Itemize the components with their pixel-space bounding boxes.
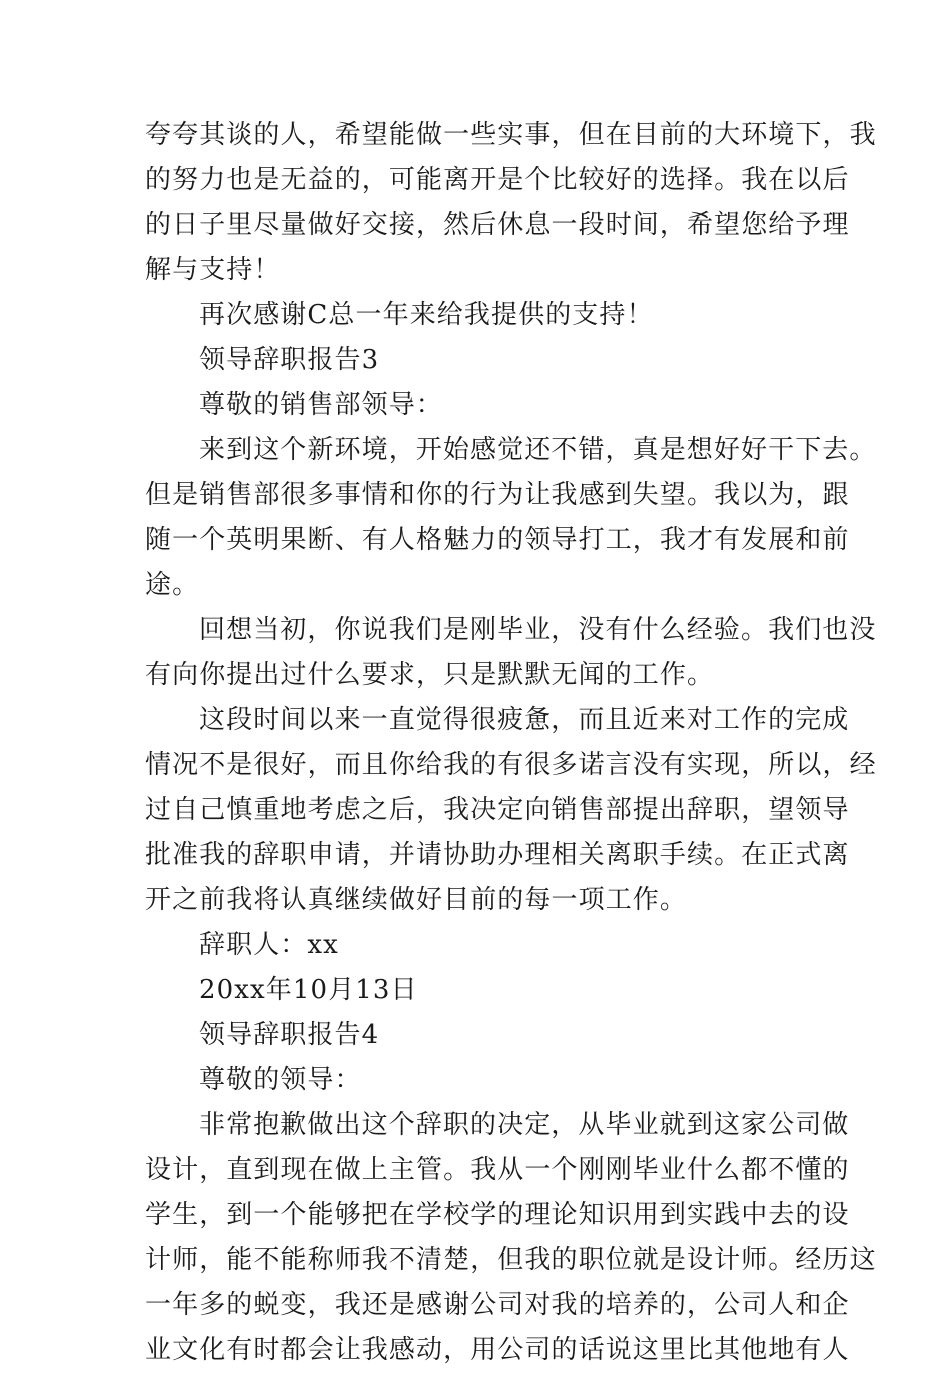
text-line: 领导辞职报告3 <box>199 345 380 375</box>
text-line: 的日子里尽量做好交接，然后休息一段时间，希望您给予理 <box>145 210 850 240</box>
text-line: 设计，直到现在做上主管。我从一个刚刚毕业什么都不懂的 <box>145 1155 850 1185</box>
text-line: 但是销售部很多事情和你的行为让我感到失望。我以为，跟 <box>145 480 850 510</box>
text-line: 情况不是很好，而且你给我的有很多诺言没有实现，所以，经 <box>145 750 877 780</box>
text-line: 辞职人：xx <box>199 930 339 960</box>
text-line: 的努力也是无益的，可能离开是个比较好的选择。我在以后 <box>145 165 850 195</box>
document-body <box>145 113 877 1373</box>
text-line: 夸夸其谈的人，希望能做一些实事，但在目前的大环境下，我 <box>145 120 877 150</box>
text-line: 过自己慎重地考虑之后，我决定向销售部提出辞职，望领导 <box>145 795 850 825</box>
text-line: 开之前我将认真继续做好目前的每一项工作。 <box>145 885 688 915</box>
text-line: 学生，到一个能够把在学校学的理论知识用到实践中去的设 <box>145 1200 850 1230</box>
text-line: 领导辞职报告4 <box>199 1020 380 1050</box>
text-line: 回想当初，你说我们是刚毕业，没有什么经验。我们也没 <box>199 615 877 645</box>
text-line: 尊敬的销售部领导： <box>199 390 443 420</box>
text-line: 有向你提出过什么要求，只是默默无闻的工作。 <box>145 660 715 690</box>
text-line: 来到这个新环境，开始感觉还不错，真是想好好干下去。 <box>199 435 877 465</box>
text-line: 一年多的蜕变，我还是感谢公司对我的培养的，公司人和企 <box>145 1290 850 1320</box>
text-line: 业文化有时都会让我感动，用公司的话说这里比其他地有人 <box>145 1335 850 1365</box>
text-line: 计师，能不能称师我不清楚，但我的职位就是设计师。经历这 <box>145 1245 877 1275</box>
text-line: 途。 <box>145 570 200 600</box>
text-line: 批准我的辞职申请，并请协助办理相关离职手续。在正式离 <box>145 840 850 870</box>
text-line: 解与支持！ <box>145 255 281 285</box>
text-line: 随一个英明果断、有人格魅力的领导打工，我才有发展和前 <box>145 525 850 555</box>
text-line: 再次感谢C总一年来给我提供的支持！ <box>199 300 654 330</box>
text-line: 非常抱歉做出这个辞职的决定，从毕业就到这家公司做 <box>199 1110 850 1140</box>
text-line: 尊敬的领导： <box>199 1065 362 1095</box>
text-line: 这段时间以来一直觉得很疲惫，而且近来对工作的完成 <box>199 705 850 735</box>
text-line: 20xx年10月13日 <box>199 975 418 1005</box>
